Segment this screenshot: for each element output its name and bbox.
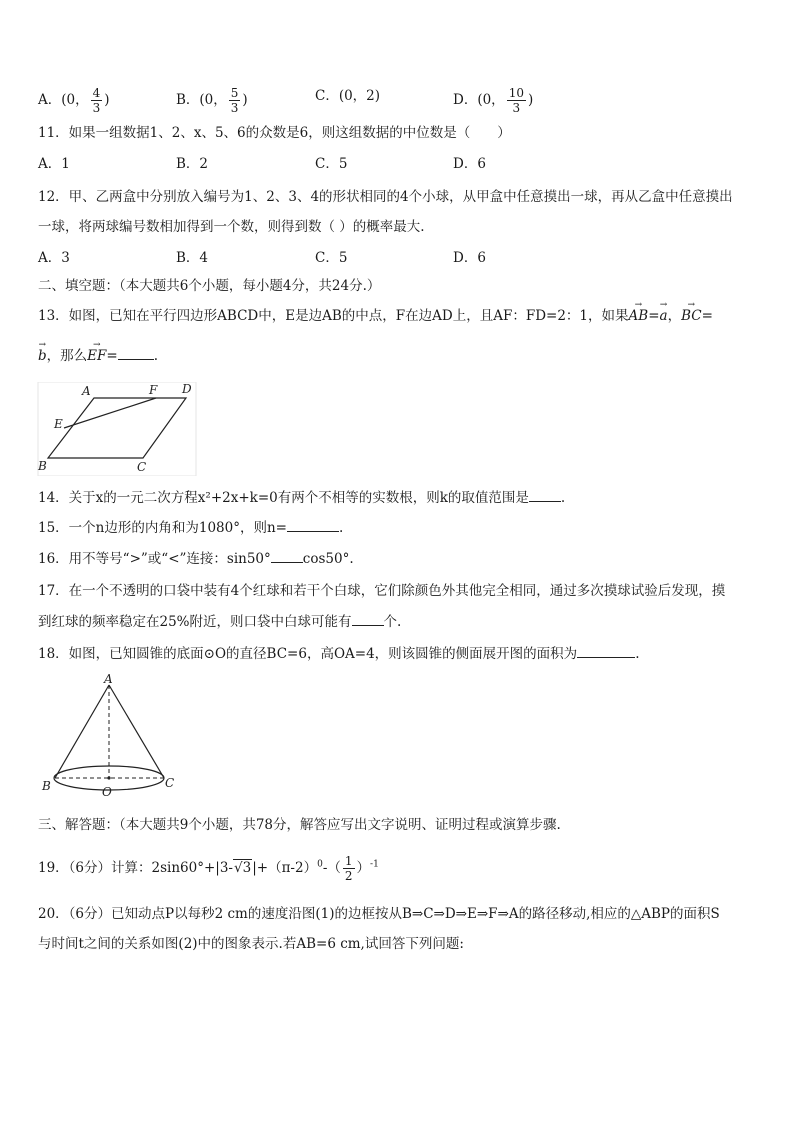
q20-line1: 20．（6分）已知动点P以每秒2 cm的速度沿图(1)的边框按从B⇒C⇒D⇒E⇒F⇒A的路径移动,相应的△ABP的面积S [38,906,720,922]
q19-prefix: 19．（6分）计算：2sin60°+|3- [38,860,233,876]
label-cone-o: O [102,785,112,799]
q18-answer-blank[interactable] [577,644,635,658]
q18-end: . [635,646,640,662]
section3-heading: 三、解答题：（本大题共9个小题，共78分，解答应写出文字说明、证明过程或演算步骤. [38,817,561,833]
q11-option-d: D．6 [453,156,486,172]
label-a: A [82,384,91,398]
q14-answer-blank[interactable] [529,488,561,502]
q16-answer-blank[interactable] [271,549,303,563]
q19 [38,854,379,883]
q17-end: 个. [383,614,402,630]
q17-answer-blank[interactable] [352,612,384,626]
q13-period: . [153,348,158,364]
cone-edge-ab [55,685,109,778]
vector-ef: → EF [87,346,106,366]
label-cone-b: B [42,779,51,793]
q16 [38,549,354,569]
q10-a-suffix: ) [104,92,110,108]
label-cone-c: C [165,776,175,790]
cone-edge-ac [109,685,164,778]
q19-sqrt-value: 3 [242,860,252,876]
q10-b-den: 3 [230,101,239,115]
q11-option-c: C．5 [315,156,348,172]
q17-line2 [38,612,401,632]
q10-a-num: 4 [92,86,101,100]
q17-text: 到红球的频率稳定在25%附近，则口袋中白球可能有 [38,614,352,630]
q12-option-c: C．5 [315,250,348,266]
q11-option-a: A．1 [38,156,70,172]
cone-center-point [107,776,110,779]
q12-option-d: D．6 [453,250,486,266]
q10-option-b [176,86,248,115]
q10-a-den: 3 [92,101,101,115]
q10-option-d [453,86,533,115]
q13-eq1: = [648,308,660,324]
q13-eq2: = [701,308,713,324]
q18 [38,644,639,664]
q10-a-fraction [91,86,103,115]
q10-d-num: 10 [508,86,524,100]
vector-b: → b [38,346,47,366]
q15-answer-blank[interactable] [287,518,339,532]
label-b: B [38,459,47,473]
q16-text: 16．用不等号“>”或“<”连接：sin50° [38,551,271,567]
q10-d-prefix: D．(0， [453,92,505,108]
q19-num: 1 [344,854,353,868]
q10-b-num: 5 [230,86,239,100]
q10-b-suffix: ) [242,92,248,108]
q13-line1 [38,306,713,326]
q12-option-b: B．4 [176,250,209,266]
q13-line2 [38,346,158,366]
q11-option-b: B．2 [176,156,209,172]
label-e: E [54,417,63,431]
section2-heading: 二、填空题：（本大题共6个小题，每小题4分，共24分.） [38,278,381,294]
q19-exp0: 0 [317,859,323,870]
q19-fraction [343,854,355,883]
q10-c-text: C．(0，2) [315,88,381,104]
q12-line1: 12．甲、乙两盒中分别放入编号为1、2、3、4的形状相同的4个小球，从甲盒中任意摸出一球，再从乙盒中任意摸出 [38,189,733,205]
q14 [38,488,565,508]
q10-d-fraction [507,86,526,115]
parallelogram-figure [36,382,200,476]
q14-end: . [560,490,566,506]
q11-stem: 11．如果一组数据1、2、x、5、6的众数是6，则这组数据的中位数是（ ） [38,125,511,141]
q18-text: 18．如图，已知圆锥的底面⊙O的直径BC=6，高OA=4，则该圆锥的侧面展开图的面积为 [38,646,578,662]
q10-d-suffix: ) [527,92,534,108]
q14-text: 14．关于x的一元二次方程x²+2x+k=0有两个不相等的实数根，则k的取值范围是 [38,490,529,506]
q19-den: 2 [344,869,353,883]
q13-text: 13．如图，已知在平行四边形ABCD中，E是边AB的中点，F在边AD上，且AF：FD=2：1，如果 [38,308,629,324]
q10-b-prefix: B．(0， [176,92,227,108]
cone-figure [38,672,184,802]
vector-ab: → AB [629,306,649,326]
q19-close: ） [356,860,371,876]
q12-line2: 一球，将两球编号数相加得到一个数，则得到数（ ）的概率最大. [38,219,425,235]
q15-end: . [339,520,344,536]
q15-text: 15．一个n边形的内角和为1080°，则n= [38,520,287,536]
q16-end: cos50°. [302,551,354,567]
q19-mid: |+（π-2） [252,860,318,876]
vector-bc: → BC [681,306,702,326]
vector-a: → a [660,306,668,326]
q10-option-a [38,86,110,115]
q19-exp: -1 [370,859,379,870]
q13-answer-blank[interactable] [118,346,154,360]
label-d: D [182,382,192,396]
q13-comma: ， [667,308,682,324]
q17-line1: 17．在一个不透明的口袋中装有4个红球和若干个白球，它们除颜色外其他完全相同，通过多次摸球试验后发现，摸 [38,583,726,599]
q10-option-c [315,86,380,106]
q10-a-prefix: A．(0， [38,92,89,108]
q10-d-den: 3 [512,101,521,115]
label-c: C [137,460,147,474]
label-cone-a: A [104,672,113,686]
q20-line2: 与时间t之间的关系如图(2)中的图象表示.若AB=6 cm,试回答下列问题: [38,936,464,952]
q13-eq3: = [106,348,118,364]
q12-option-a: A．3 [38,250,70,266]
q10-b-fraction [229,86,241,115]
q13-then: ，那么 [46,348,88,364]
sqrt-3: √3 [234,860,252,876]
label-f: F [149,383,158,397]
q15 [38,518,343,538]
q19-minus: -（ [322,860,341,876]
